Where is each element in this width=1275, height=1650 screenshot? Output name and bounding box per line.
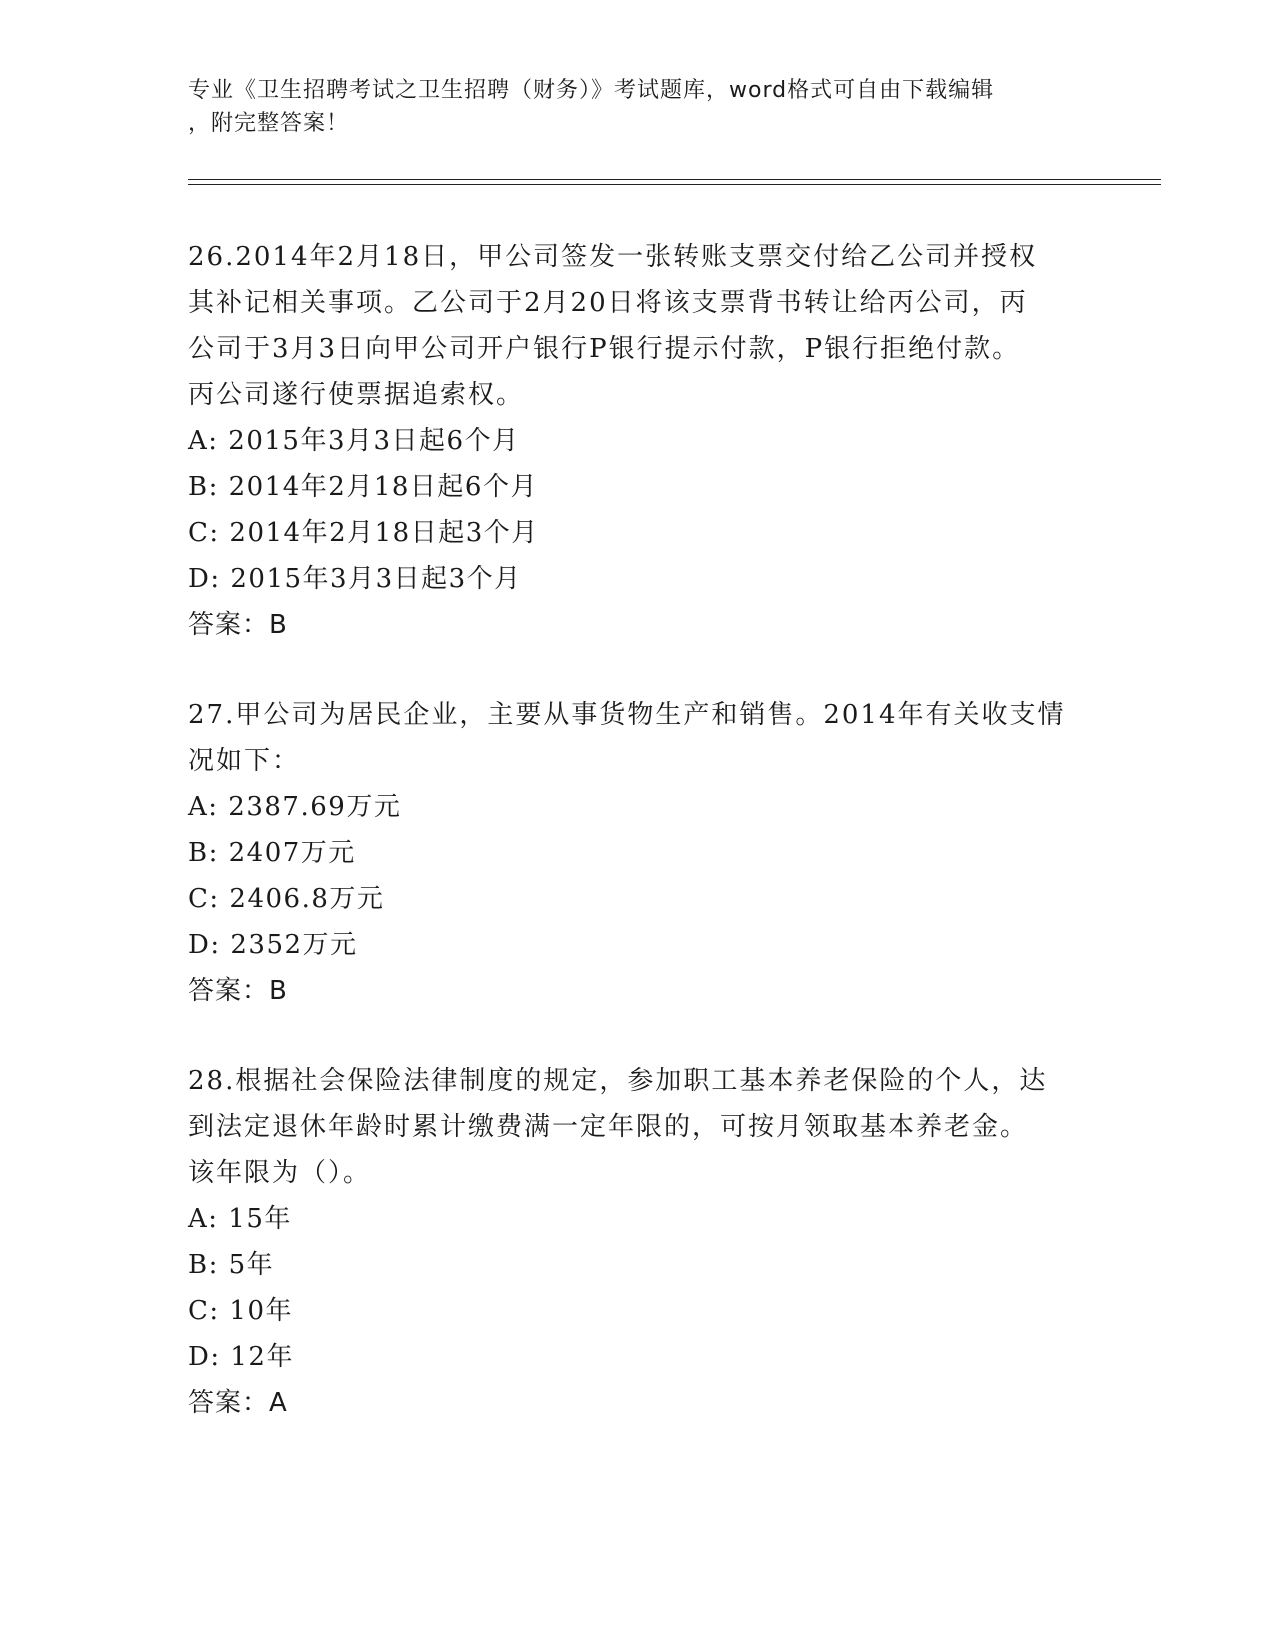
option-c: C: 2406.8万元 xyxy=(188,884,385,914)
question-text: 26.2014年2月18日，甲公司签发一张转账支票交付给乙公司并授权 xyxy=(188,242,1038,272)
option-b: B: 2407万元 xyxy=(188,838,356,868)
answer: 答案：B xyxy=(188,610,288,640)
question-27 xyxy=(188,692,1108,1014)
option-c: C: 2014年2月18日起3个月 xyxy=(188,518,539,548)
question-text: 公司于3月3日向甲公司开户银行P银行提示付款，P银行拒绝付款。 xyxy=(188,334,1021,364)
answer: 答案：B xyxy=(188,976,288,1006)
question-text: 丙公司遂行使票据追索权。 xyxy=(188,380,525,410)
header-divider xyxy=(188,179,1161,180)
question-28 xyxy=(188,1058,1108,1426)
option-d: D: 2015年3月3日起3个月 xyxy=(188,564,522,594)
question-text: 其补记相关事项。乙公司于2月20日将该支票背书转让给丙公司，丙 xyxy=(188,288,1028,318)
option-a: A: 15年 xyxy=(188,1204,292,1234)
document-header xyxy=(188,74,1068,140)
option-c: C: 10年 xyxy=(188,1296,294,1326)
header-line: ，附完整答案！ xyxy=(188,111,350,136)
question-26 xyxy=(188,234,1108,648)
question-text: 况如下： xyxy=(188,746,301,776)
option-d: D: 2352万元 xyxy=(188,930,358,960)
question-list xyxy=(188,234,1108,1470)
option-b: B: 2014年2月18日起6个月 xyxy=(188,472,538,502)
header-divider xyxy=(188,184,1161,185)
question-text: 到法定退休年龄时累计缴费满一定年限的，可按月领取基本养老金。 xyxy=(188,1112,1029,1142)
option-a: A: 2387.69万元 xyxy=(188,792,402,822)
header-line: 专业《卫生招聘考试之卫生招聘（财务）》考试题库，word格式可自由下载编辑 xyxy=(188,78,995,103)
question-text: 27.甲公司为居民企业，主要从事货物生产和销售。2014年有关收支情 xyxy=(188,700,1066,730)
option-a: A: 2015年3月3日起6个月 xyxy=(188,426,520,456)
answer: 答案：A xyxy=(188,1388,288,1418)
question-text: 28.根据社会保险法律制度的规定，参加职工基本养老保险的个人，达 xyxy=(188,1066,1048,1096)
option-b: B: 5年 xyxy=(188,1250,275,1280)
option-d: D: 12年 xyxy=(188,1342,294,1372)
question-text: 该年限为（）。 xyxy=(188,1158,372,1188)
